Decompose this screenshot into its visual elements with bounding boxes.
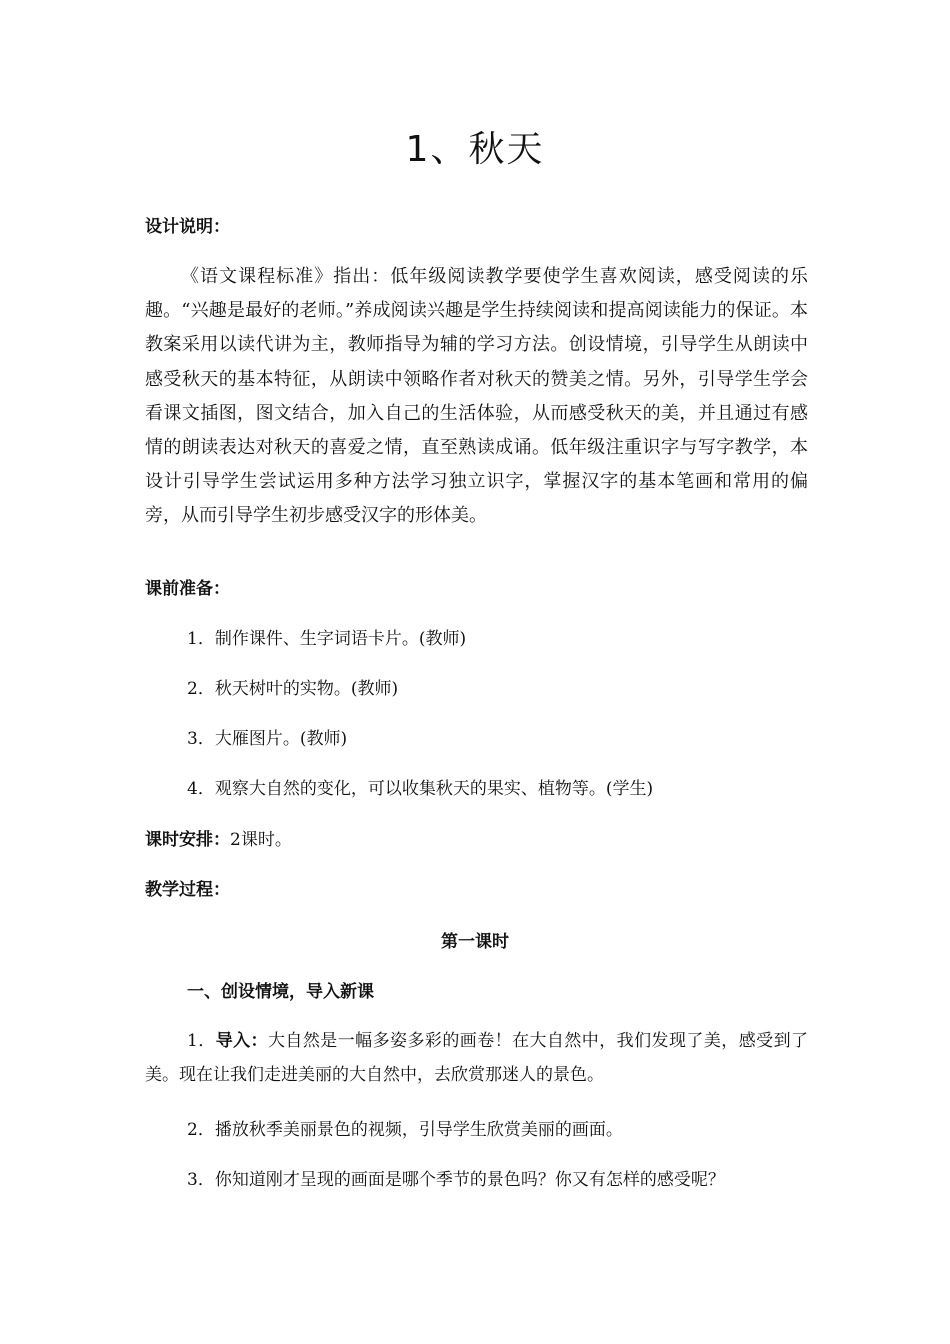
schedule-value: 2课时。 (230, 830, 292, 850)
step-label: 导入： (215, 1031, 268, 1051)
preparation-item: 2．秋天树叶的实物。(教师) (187, 679, 399, 699)
step-text: 大自然是一幅多姿多彩的画卷！在大自然中，我们发现了美，感受到了美。现在让我们走进美丽的大自然中，去欣赏那迷人的景色。 (145, 1031, 809, 1086)
design-note-heading: 设计说明： (145, 217, 230, 237)
step-prefix: 1． (187, 1031, 216, 1051)
process-step (145, 1024, 808, 1092)
preparation-item: 1．制作课件、生字词语卡片。(教师) (187, 629, 467, 649)
page-title: 1、秋天 (405, 129, 545, 170)
schedule-label: 课时安排： (145, 830, 230, 850)
design-note-body: 《语文课程标准》指出：低年级阅读教学要使学生喜欢阅读，感受阅读的乐趣。“兴趣是最好的老师。”养成阅读兴趣是学生持续阅读和提高阅读能力的保证。本教案采用以读代讲为主，教师指导为辅的学习方法。创设情境，引导学生从朗读中感受秋天的基本特征，从朗读中领略作者对秋天的赞美之情。另外，引导学生学会看课文插图，图文结合，加入自己的生活体验，从而感受秋天的美，并且通过有感情的朗读表达对秋天的喜爱之情，直至熟读成诵。低年级注重识字与写字教学，本设计引导学生尝试运用多种方法学习独立识字，掌握汉字的基本笔画和常用的偏旁，从而引导学生初步感受汉字的形体美。 (145, 266, 808, 527)
preparation-heading: 课前准备： (145, 579, 230, 599)
process-heading: 教学过程： (145, 880, 230, 900)
process-step: 2．播放秋季美丽景色的视频，引导学生欣赏美丽的画面。 (187, 1120, 623, 1140)
lesson-title: 第一课时 (441, 932, 509, 952)
section-title: 一、创设情境，导入新课 (187, 982, 374, 1002)
preparation-item: 3．大雁图片。(教师) (187, 729, 348, 749)
process-step: 3．你知道刚才呈现的画面是哪个季节的景色吗？你又有怎样的感受呢？ (187, 1170, 725, 1190)
schedule-line (145, 827, 292, 853)
preparation-item: 4．观察大自然的变化，可以收集秋天的果实、植物等。(学生) (187, 779, 654, 799)
